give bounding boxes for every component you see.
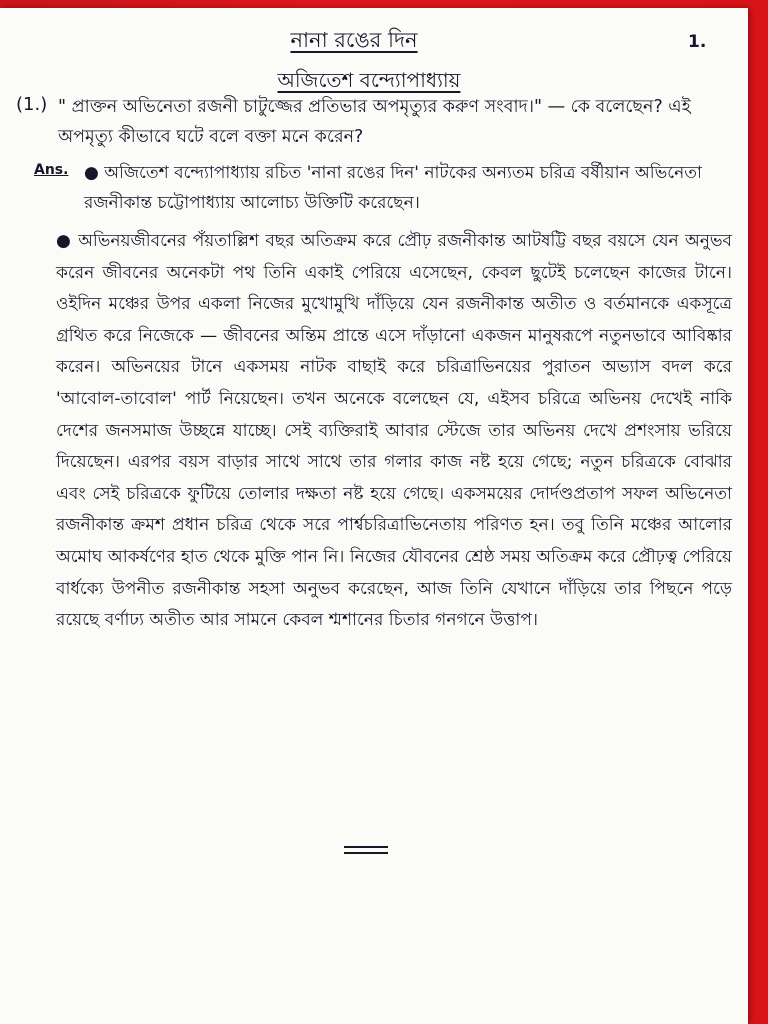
end-mark-divider bbox=[344, 846, 388, 854]
answer-label: Ans. bbox=[34, 162, 69, 178]
answer-body bbox=[56, 226, 732, 637]
answer-intro: ● অজিতেশ বন্দ্যোপাধ্যায় রচিত 'নানা রঙের দিন' নাটকের অন্যতম চরিত্র বর্ষীয়ান অভিনেতা রজনীকান্ত চট্টোপাধ্যায় আলোচ্য উক্তিটি করেছেন। bbox=[84, 163, 702, 213]
question-number: (1.) bbox=[16, 94, 48, 115]
author-name: অজিতেশ বন্দ্যোপাধ্যায় bbox=[277, 68, 461, 92]
page-number: 1. bbox=[688, 32, 707, 52]
answer-paragraph: ● অভিনয়জীবনের পঁয়তাল্লিশ বছর অতিক্রম করে প্রৌঢ় রজনীকান্ত আটষট্টি বছর বয়সে যেন অনুভব করেন জীবনের অনেকটা পথ তিনি একাই পেরিয়ে এসেছেন, কেবল ছুটেই চলেছেন কাজের টানে। ওইদিন মঞ্চের উপর একলা নিজের মুখোমুখি দাঁড়িয়ে যেন রজনীকান্ত অতীত ও বর্তমানকে একসূত্রে গ্রথিত করে নিজেকে — জীবনের অন্তিম প্রান্তে এসে দাঁড়ানো একজন মানুষরূপে নতুনভাবে আবিষ্কার করেন। অভিনয়ের টানে একসময় নাটক বাছাই করে চরিত্রাভিনয়ের পুরাতন অভ্যাস বদল করে 'আবোল-তাবোল' পার্ট নিয়েছেন। তখন অনেকে বলেছেন যে, এইসব চরিত্রে অভিনয় দেখেই নাকি দেশের জনসমাজ উচ্ছন্নে যাচ্ছে। সেই ব্যক্তিরাই আবার স্টেজে তার অভিনয় দেখে প্রশংসায় ভরিয়ে দিয়েছেন। এরপর বয়স বাড়ার সাথে সাথে তার গলার কাজ নষ্ট হয়ে গেছে; নতুন চরিত্রকে বোঝার এবং সেই চরিত্রকে ফুটিয়ে তোলার দক্ষতা নষ্ট হয়ে গেছে। একসময়ের দোর্দণ্ডপ্রতাপ সফল অভিনেতা রজনীকান্ত ক্রমশ প্রধান চরিত্র থেকে সরে পার্শ্বচরিত্রাভিনেতায় পরিণত হন। তবু তিনি মঞ্চের আলোর অমোঘ আকর্ষণের হাত থেকে মুক্তি পান নি। নিজের যৌবনের শ্রেষ্ঠ সময় অতিক্রম করে প্রৌঢ়ত্ব পেরিয়ে বার্ধক্যে উপনীত রজনীকান্ত সহসা অনুভব করেছেন, আজ তিনি যেখানে দাঁড়িয়ে তার পিছনে পড়ে রয়েছে বর্ণাঢ্য অতীত আর সামনে কেবল শ্মশানের চিতার গনগনে উত্তাপ। bbox=[56, 231, 732, 631]
page-title: নানা রঙের দিন bbox=[290, 28, 418, 52]
question-text: " প্রাক্তন অভিনেতা রজনী চাটুজ্জের প্রতিভার অপমৃত্যুর করুণ সংবাদ।" — কে বলেছেন? এই অপমৃত্যু কীভাবে ঘটে বলে বক্তা মনে করেন? bbox=[58, 97, 691, 147]
handwritten-page bbox=[0, 8, 748, 1024]
